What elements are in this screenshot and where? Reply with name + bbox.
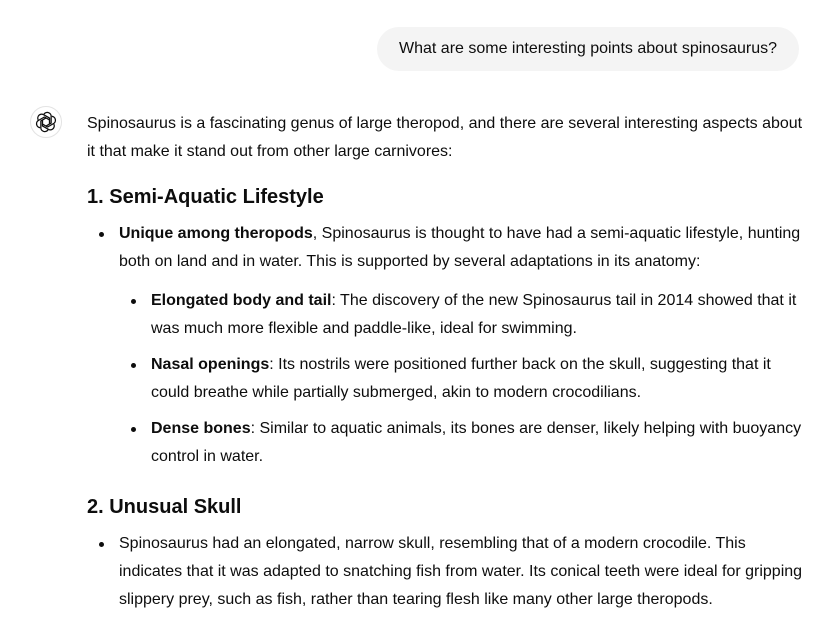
list-item-text: , Spinosaurus is thought to have had a semi-aquatic lifestyle, hunting both on land and in water. This is supported by several adaptations in its anatomy: <box>119 225 801 270</box>
list-item <box>151 351 807 407</box>
bullet-list <box>87 530 807 614</box>
assistant-message <box>87 110 807 614</box>
list-item <box>151 287 807 343</box>
bold-term: Elongated body and tail <box>151 292 332 309</box>
user-message-bubble: What are some interesting points about spinosaurus? <box>377 27 799 71</box>
list-item-text: : Its nostrils were positioned further back on the skull, suggesting that it could breathe while partially submerged, akin to modern crocodilians. <box>151 356 771 401</box>
bold-term: Dense bones <box>151 420 251 437</box>
assistant-avatar <box>30 106 62 138</box>
section-heading: 2. Unusual Skull <box>87 496 242 518</box>
list-item-text: : Similar to aquatic animals, its bones are denser, likely helping with buoyancy control in water. <box>151 420 802 465</box>
list-item <box>119 220 807 471</box>
intro-paragraph: Spinosaurus is a fascinating genus of large theropod, and there are several interesting aspects about it that make it stand out from other large carnivores: <box>87 115 803 160</box>
list-item <box>119 530 807 614</box>
bold-term: Unique among theropods <box>119 225 313 242</box>
list-item-text: Spinosaurus had an elongated, narrow skull, resembling that of a modern crocodile. This indicates that it was adapted to snatching fish from water. Its conical teeth were ideal for gripping slippery prey, such as fish, rather than tearing flesh like many other large theropods. <box>119 535 803 608</box>
bullet-list <box>87 220 807 471</box>
list-item <box>151 415 807 471</box>
nested-bullet-list <box>119 287 807 471</box>
bold-term: Nasal openings <box>151 356 270 373</box>
openai-logo-icon <box>35 111 57 133</box>
list-item-text: : The discovery of the new Spinosaurus tail in 2014 showed that it was much more flexible and paddle-like, ideal for swimming. <box>151 292 797 337</box>
section-heading: 1. Semi-Aquatic Lifestyle <box>87 186 324 208</box>
